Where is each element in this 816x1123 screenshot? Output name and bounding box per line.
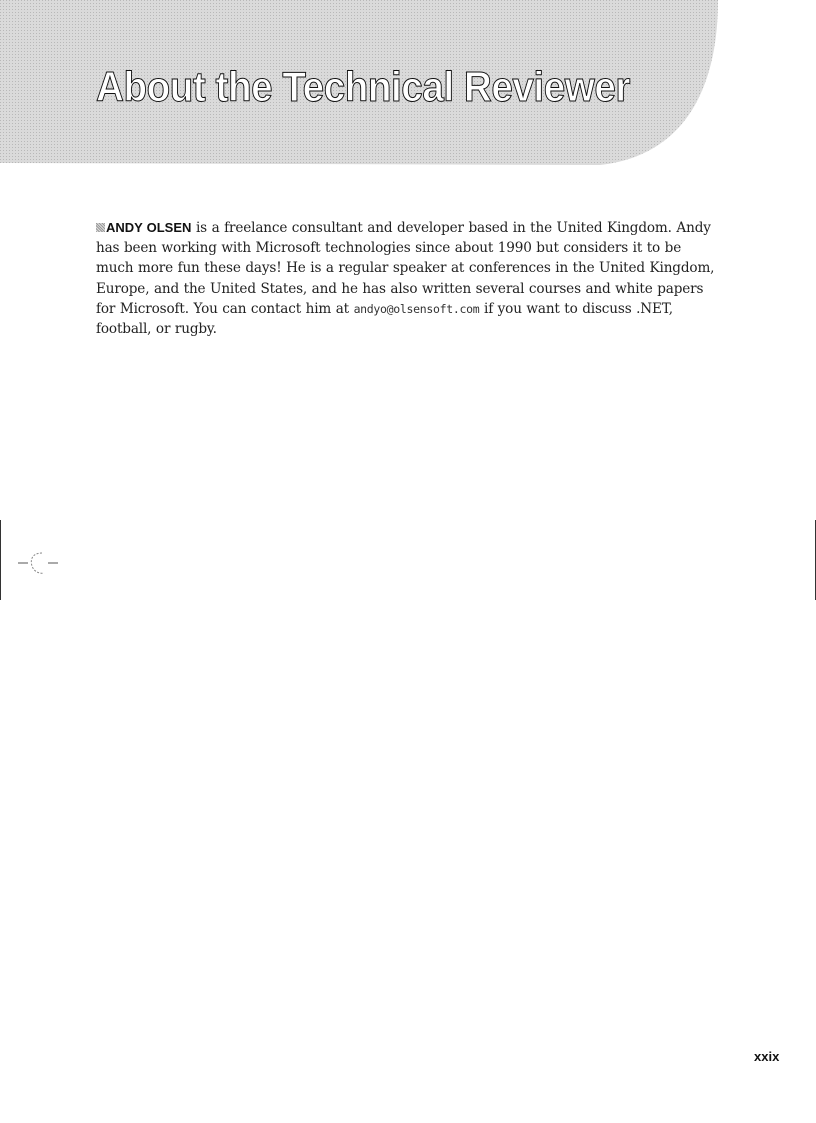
email-link[interactable]: andyo@olsensoft.com: [353, 301, 480, 316]
page-title: About the Technical Reviewer: [96, 63, 630, 110]
bio-text-end: if you want to discuss .NET, football, or rugby.: [96, 300, 673, 338]
bullet-marker-icon: [96, 223, 105, 232]
page-number: xxix: [754, 1049, 780, 1064]
registration-mark-icon: [14, 548, 64, 582]
crop-mark-left: [0, 520, 1, 600]
bio-text: is a freelance consultant and developer based in the United Kingdom. Andy has been working with Microsoft technologies since about 1990 but considers it to be much more fun these days! He is a regular speaker at conferences in the United Kingdom, Europe, and the United States, and he has also written several courses and white papers for Microsoft. You can contact him at: [96, 220, 715, 317]
reviewer-name: ANDY OLSEN: [106, 220, 192, 235]
reviewer-bio: [96, 218, 716, 339]
